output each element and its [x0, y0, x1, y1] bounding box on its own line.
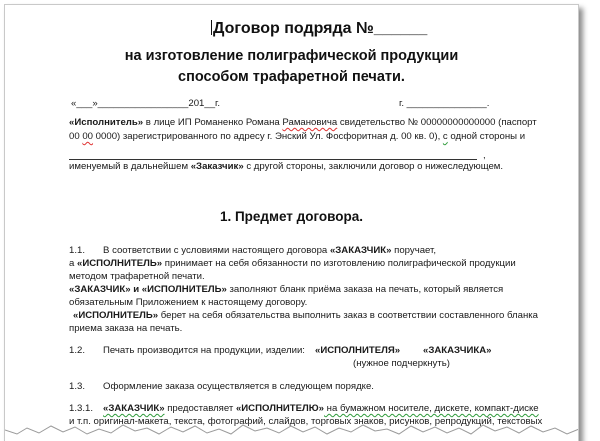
- contract-subtitle-line-1: на изготовление полиграфической продукции: [124, 48, 459, 64]
- clause-text: заполняют бланк приёма заказа на печать, который является: [226, 284, 504, 295]
- underline-note: (нужное подчеркнуть): [353, 358, 450, 369]
- grammar-check-word: с: [442, 131, 448, 142]
- spellcheck-word-patronymic: Рамановича: [282, 117, 338, 128]
- party1-address: 0000) зарегистрированного по адресу г. Энский Ул. Фосфоритная д. 00 кв. 0),: [93, 131, 443, 142]
- clause-text: принимает на себя обязанности по изготовлению полиграфической продукции: [162, 258, 516, 269]
- customer-label: «Заказчик»: [190, 161, 244, 172]
- clause-text: а: [69, 258, 78, 269]
- party1-end: одной стороны и: [447, 131, 526, 142]
- party2-text-b: с другой стороны, заключили договор о нижеследующем.: [243, 161, 504, 172]
- clause-text: В соответствии с условиями настоящего договора: [103, 245, 330, 256]
- customer-name-blank-line: [69, 159, 477, 160]
- party1-text-a: в лице ИП Романенко Романа: [143, 117, 283, 128]
- customer-caps-label: «ЗАКАЗЧИК»: [103, 403, 165, 414]
- option-customer: «ЗАКАЗЧИКА»: [423, 345, 492, 356]
- party2-line: [69, 161, 503, 173]
- clause-text: берет на себя обязательства выполнить заказ в соответствии составленного бланка: [158, 310, 539, 321]
- clause-1-1-line-3: методом трафаретной печати.: [69, 271, 205, 282]
- customer-line-comma: ,: [483, 150, 486, 161]
- torn-edge-icon: [5, 412, 579, 441]
- option-executor: «ИСПОЛНИТЕЛЯ»: [315, 345, 401, 356]
- contract-subtitle-line-2: способом трафаретной печати.: [178, 69, 405, 85]
- executor-label: «Исполнитель»: [69, 117, 144, 128]
- party2-text-a: именуемый в дальнейшем: [69, 161, 191, 172]
- contract-title: [211, 20, 427, 38]
- document-page: [4, 4, 579, 441]
- contract-city: г. _______________.: [399, 98, 490, 109]
- party1-line-1: [69, 117, 537, 129]
- party1-text-b: свидетельство № 00000000000000 (паспорт: [337, 117, 537, 128]
- clause-1-1-line-5: обязательным Приложением к настоящему договору.: [69, 297, 308, 308]
- customer-caps-label: «ЗАКАЗЧИК»: [329, 245, 392, 256]
- clause-1-3-text: Оформление заказа осуществляется в следующем порядке.: [103, 381, 374, 392]
- contract-date: «___»_________________201__г.: [71, 98, 221, 109]
- passport-series-a: 00: [69, 131, 83, 142]
- contract-title-text: Договор подряда №______: [213, 20, 428, 37]
- clause-text: на бумажном носителе, дискете, компакт-диске: [324, 403, 539, 414]
- executor-caps-label: «ИСПОЛНИТЕЛЬ»: [77, 258, 163, 269]
- clause-1-1-line-2: [69, 258, 516, 270]
- clause-1-1-line-4: [69, 284, 503, 296]
- clause-1-3-1-number: 1.3.1.: [69, 403, 94, 414]
- clause-1-1-number: 1.1.: [69, 245, 86, 256]
- clause-1-2-text: Печать производится на продукции, изделии:: [103, 345, 305, 356]
- text-cursor: [211, 20, 212, 35]
- executor-caps-label: «ИСПОЛНИТЕЛЬ»: [73, 310, 159, 321]
- executor-caps-label: «ИСПОЛНИТЕЛЮ»: [235, 403, 325, 414]
- clause-text: поручает,: [391, 245, 437, 256]
- clause-1-1-line-6: [73, 310, 538, 322]
- clause-1-1-line-7: приема заказа на печать.: [69, 323, 183, 334]
- section-1-title: 1. Предмет договора.: [219, 209, 364, 224]
- spellcheck-passport-series: 00: [82, 131, 94, 142]
- clause-1-2-number: 1.2.: [69, 345, 86, 356]
- clause-1-3-number: 1.3.: [69, 381, 86, 392]
- clause-1-1-line-1: [103, 245, 436, 257]
- parties-caps-label: «ЗАКАЗЧИК» и «ИСПОЛНИТЕЛЬ»: [69, 284, 227, 295]
- party1-line-2: [69, 131, 525, 143]
- clause-1-3-1-line-2: и т.п. оригинал-макета, текста, фотографий, слайдов, торговых знаков, рисунков, репродукций, текстовых: [69, 416, 543, 427]
- clause-text: предоставляет: [164, 403, 236, 414]
